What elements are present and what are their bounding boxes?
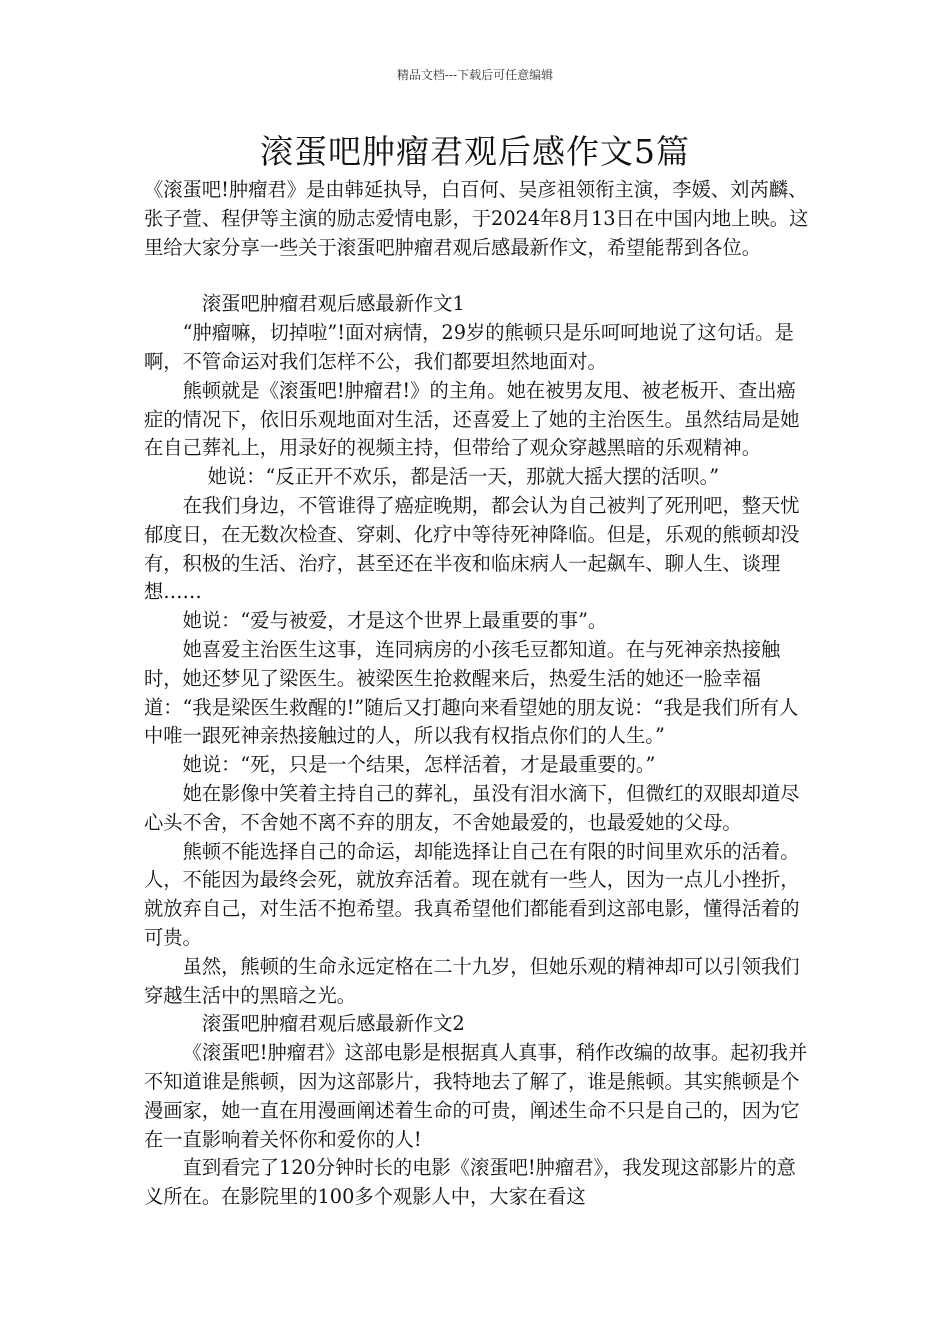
paragraph: 熊顿就是《滚蛋吧!肿瘤君!》的主角。她在被男友甩、被老板开、查出癌症的情况下，依旧乐观地面对生活，还喜爱上了她的主治医生。虽然结局是她在自己葬礼上，用录好的视频主持，但带给了观众穿越黑暗的乐观精神。	[144, 378, 800, 460]
paragraph: 她说：“反正开不欢乐，都是活一天，那就大摇大摆的活呗。”	[207, 465, 720, 489]
intro-paragraph: 《滚蛋吧!肿瘤君》是由韩延执导，白百何、吴彦祖领衔主演，李媛、刘芮麟、张子萱、程伊等主演的励志爱情电影，于2024年8月13日在中国内地上映。这里给大家分享一些关于滚蛋吧肿瘤君观后感最新作文，希望能帮到各位。	[144, 178, 809, 259]
page-header: 精品文档---下载后可任意编辑	[396, 68, 554, 82]
paragraph: 熊顿不能选择自己的命运，却能选择让自己在有限的时间里欢乐的活着。人，不能因为最终会死，就放弃活着。现在就有一些人，因为一点儿小挫折，就放弃自己，对生活不抱希望。我真希望他们都能看到这部电影，懂得活着的可贵。	[144, 839, 800, 949]
blank-line	[144, 262, 810, 290]
paragraph: 虽然，熊顿的生命永远定格在二十九岁，但她乐观的精神却可以引领我们穿越生活中的黑暗之光。	[144, 954, 800, 1007]
paragraph: 《滚蛋吧!肿瘤君》这部电影是根据真人真事，稍作改编的故事。起初我并不知道谁是熊顿，因为这部影片，我特地去了解了，谁是熊顿。其实熊顿是个漫画家，她一直在用漫画阐述着生命的可贵，阐述生命不只是自己的，因为它在一直影响着关怀你和爱你的人!	[144, 1041, 808, 1151]
paragraph: 她在影像中笑着主持自己的葬礼，虽没有泪水滴下，但微红的双眼却道尽心头不舍，不舍她不离不弃的朋友，不舍她最爱的，也最爱她的父母。	[144, 781, 800, 834]
document-body	[144, 176, 810, 1212]
paragraph: 直到看完了120分钟时长的电影《滚蛋吧!肿瘤君》，我发现这部影片的意义所在。在影院里的100多个观影人中，大家在看这	[144, 1156, 796, 1209]
paragraph: “肿瘤嘛，切掉啦”!面对病情，29岁的熊顿只是乐呵呵地说了这句话。是啊，不管命运对我们怎样不公，我们都要坦然地面对。	[144, 321, 794, 373]
section-1-title: 滚蛋吧肿瘤君观后感最新作文1	[201, 292, 465, 316]
paragraph: 她喜爱主治医生这事，连同病房的小孩毛豆都知道。在与死神亲热接触时，她还梦见了梁医生。被梁医生抢救醒来后，热爱生活的她还一脸幸福道：“我是梁医生救醒的!”随后又打趣向来看望她的朋友说：“我是我们所有人中唯一跟死神亲热接触过的人，所以我有权指点你们的人生。”	[144, 637, 799, 748]
section-2-title: 滚蛋吧肿瘤君观后感最新作文2	[201, 1012, 465, 1036]
document-title: 滚蛋吧肿瘤君观后感作文5篇	[260, 132, 690, 171]
paragraph: 在我们身边，不管谁得了癌症晚期，都会认为自己被判了死刑吧，整天忧郁度日，在无数次检查、穿刺、化疗中等待死神降临。但是，乐观的熊顿却没有，积极的生活、治疗，甚至还在半夜和临床病人一起飙车、聊人生、谈理想……	[144, 493, 800, 604]
paragraph: 她说：“死，只是一个结果，怎样活着，才是最重要的。”	[182, 753, 656, 777]
paragraph: 她说：“爱与被爱，才是这个世界上最重要的事”。	[182, 609, 608, 633]
